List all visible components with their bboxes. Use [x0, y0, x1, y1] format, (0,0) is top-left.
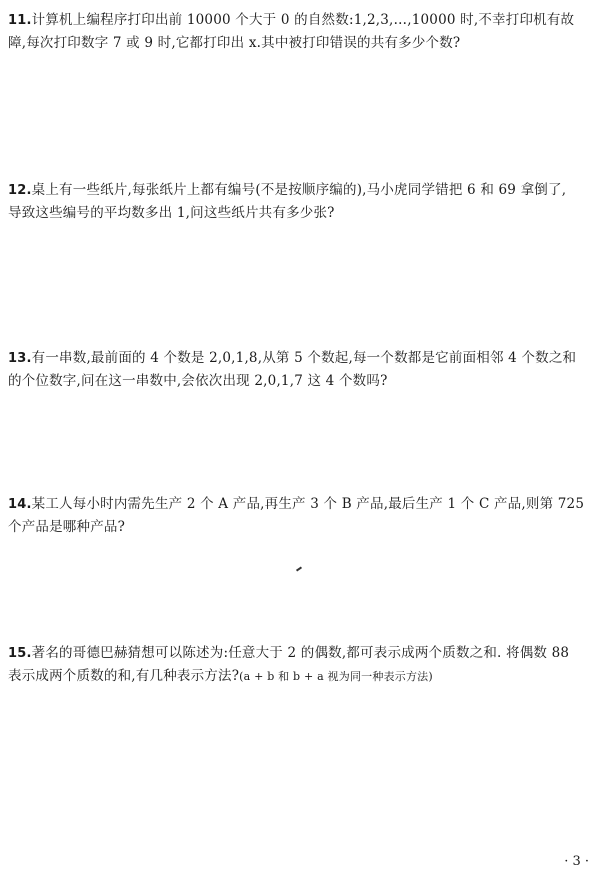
problem-14-line-1	[8, 493, 594, 516]
problem-12-line-1	[8, 179, 594, 202]
problem-15	[8, 642, 594, 688]
problem-12-text-2: 导致这些编号的平均数多出 1,问这些纸片共有多少张?	[8, 205, 335, 221]
problem-15-text-2: 表示成两个质数的和,有几种表示方法?	[8, 668, 240, 684]
problem-15-line-2	[8, 665, 594, 688]
stray-pen-mark	[296, 566, 302, 571]
problem-14-text-1: 某工人每小时内需先生产 2 个 A 产品,再生产 3 个 B 产品,最后生产 1 个 C 产品,则第 725	[31, 496, 585, 512]
problem-11-line-1	[8, 9, 594, 32]
problem-13-text-1: 有一串数,最前面的 4 个数是 2,0,1,8,从第 5 个数起,每一个数都是它前面相邻 4 个数之和	[31, 350, 577, 366]
problem-11-number: 11.	[8, 13, 32, 28]
problem-14	[8, 493, 594, 539]
problem-13	[8, 347, 594, 393]
problem-13-number: 13.	[8, 351, 32, 366]
problem-15-number: 15.	[8, 646, 32, 661]
problem-12-number: 12.	[8, 183, 32, 198]
problem-12-text-1: 桌上有一些纸片,每张纸片上都有编号(不是按顺序编的),马小虎同学错把 6 和 69 拿倒了,	[31, 182, 567, 198]
problem-15-note: (a + b 和 b + a 视为同一种表示方法)	[239, 670, 433, 683]
problem-13-line-1	[8, 347, 594, 370]
problem-14-text-2: 个产品是哪种产品?	[8, 519, 126, 535]
problem-14-number: 14.	[8, 497, 32, 512]
problem-11	[8, 9, 594, 55]
problem-13-text-2: 的个位数字,问在这一串数中,会依次出现 2,0,1,7 这 4 个数吗?	[8, 373, 388, 389]
problem-12	[8, 179, 594, 225]
problem-15-text-1: 著名的哥德巴赫猜想可以陈述为:任意大于 2 的偶数,都可表示成两个质数之和. 将偶数 88	[31, 645, 570, 661]
problem-11-text-2: 障,每次打印数字 7 或 9 时,它都打印出 x.其中被打印错误的共有多少个数?	[8, 35, 461, 51]
problem-11-text-1: 计算机上编程序打印出前 10000 个大于 0 的自然数:1,2,3,…,10000 时,不幸打印机有故	[31, 12, 575, 28]
problem-15-line-1	[8, 642, 594, 665]
page-number: · 3 ·	[564, 854, 589, 869]
